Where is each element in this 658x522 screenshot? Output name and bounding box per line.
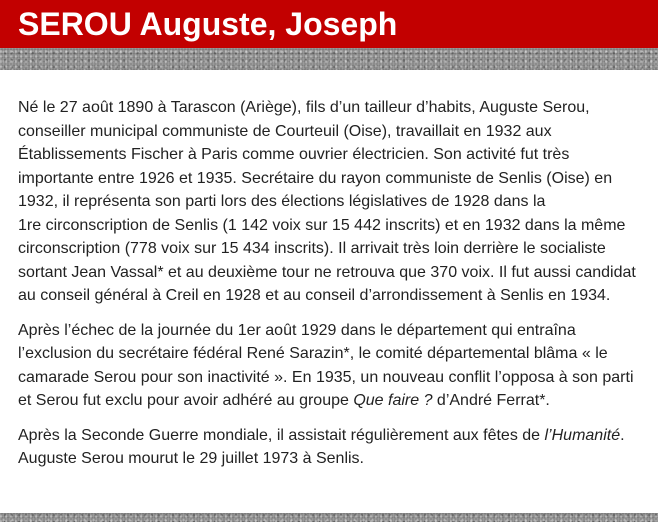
paragraph-biography	[18, 96, 640, 308]
text-line: Auguste Serou mourut le 29 juillet 1973 à Senlis.	[18, 450, 364, 467]
text-line	[18, 389, 640, 413]
page-title: SEROU Auguste, Joseph	[18, 6, 398, 42]
italic-title: l’Humanité	[544, 426, 621, 444]
text-segment: et Serou fut exclu pour avoir adhéré au groupe	[18, 392, 354, 409]
text-line: sortant Jean Vassal* et au deuxième tour ne retrouva que 370 voix. Il fut aussi candidat	[18, 263, 636, 281]
italic-title: Que faire ?	[353, 392, 433, 409]
paragraph-exclusion	[18, 319, 640, 413]
text-segment: d’André Ferrat*.	[432, 392, 550, 409]
title-banner	[0, 0, 658, 48]
text-line: importante entre 1926 et 1935. Secrétaire du rayon communiste de Senlis (Oise) en	[18, 169, 613, 187]
text-line: Né le 27 août 1890 à Tarascon (Ariège), fils d’un tailleur d’habits, Auguste Serou,	[18, 99, 590, 116]
text-segment: .	[620, 426, 625, 444]
text-line	[18, 424, 640, 448]
text-line: camarade Serou pour son inactivité ». En 1935, un nouveau conflit l’opposa à son parti	[18, 368, 634, 386]
text-line: l’exclusion du secrétaire fédéral René Sarazin*, le comité départemental blâma « le	[18, 345, 608, 362]
text-line: Après l’échec de la journée du 1er août 1929 dans le département qui entraîna	[18, 321, 576, 339]
article-body	[18, 96, 640, 471]
text-line: 1932, il représenta son parti lors des élections législatives de 1928 dans la	[18, 193, 546, 210]
text-line: Établissements Fischer à Paris comme ouvrier électricien. Son activité fut très	[18, 146, 570, 163]
text-line: au conseil général à Creil en 1928 et au conseil d’arrondissement à Senlis en 1934.	[18, 287, 611, 304]
paragraph-postwar	[18, 424, 640, 471]
text-segment: Après la Seconde Guerre mondiale, il assistait régulièrement aux fêtes de	[18, 426, 545, 444]
text-line: circonscription (778 voix sur 15 434 inscrits). Il arrivait très loin derrière le socialiste	[18, 240, 606, 257]
text-line: 1re circonscription de Senlis (1 142 voix sur 15 442 inscrits) et en 1932 dans la même	[18, 216, 626, 234]
text-line: conseiller municipal communiste de Courteuil (Oise), travaillait en 1932 aux	[18, 122, 552, 140]
